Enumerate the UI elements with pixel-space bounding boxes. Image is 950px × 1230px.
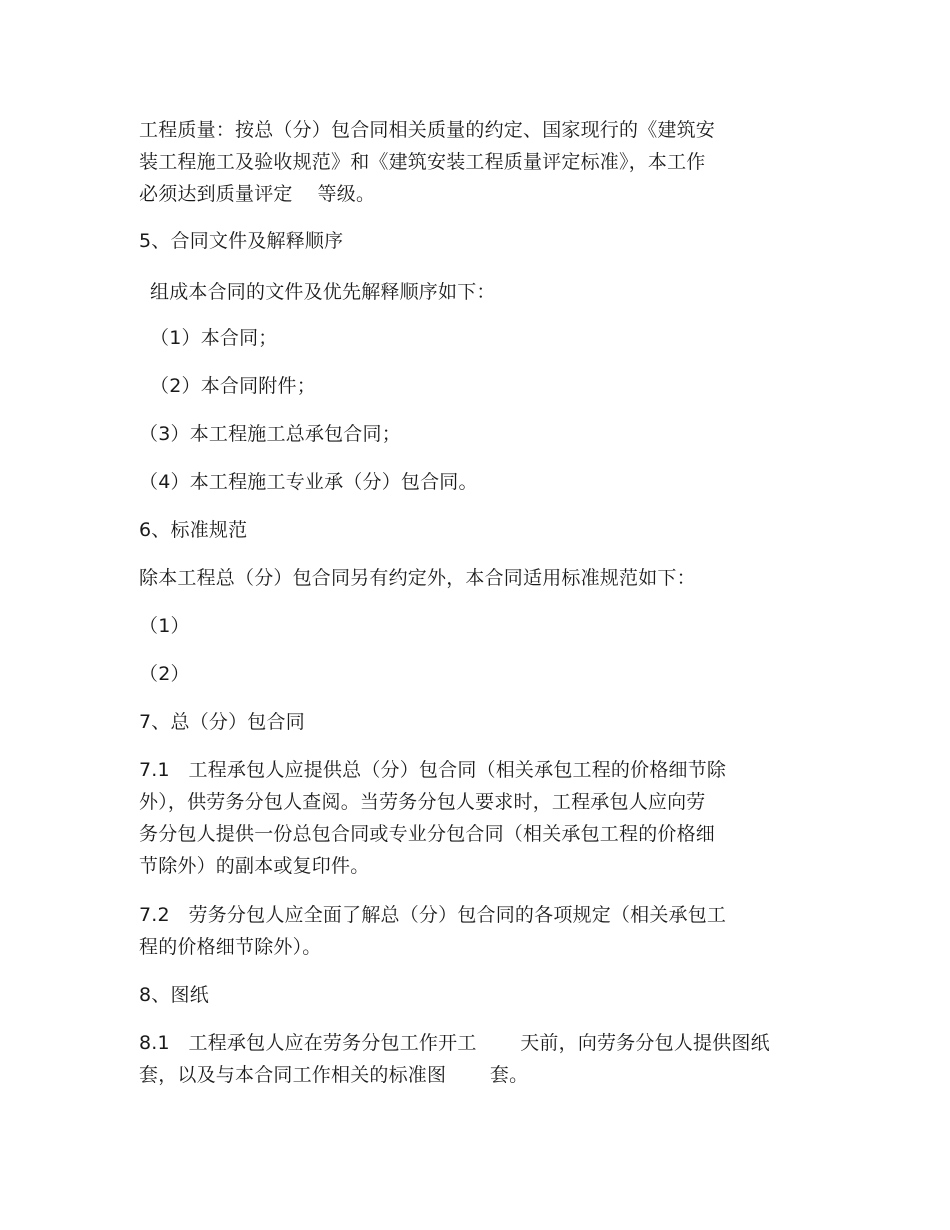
section-6-item-2: （2） [139,663,190,685]
clause-7-2-line-2: 程的价格细节除外）。 [139,936,322,958]
section-5-intro: 组成本合同的文件及优先解释顺序如下： [150,281,496,303]
quality-paragraph-line-2: 装工程施工及验收规范》和《建筑安装工程质量评定标准》，本工作 [139,151,706,173]
quality-paragraph-line-1: 工程质量：按总（分）包合同相关质量的约定、国家现行的《建筑安 [139,119,716,141]
section-5-item-1: （1）本合同； [150,327,278,349]
clause-7-1-line-3: 务分包人提供一份总包合同或专业分包合同（相关承包工程的价格细 [139,823,716,845]
section-6-heading: 6、标准规范 [139,519,248,541]
section-8-heading: 8、图纸 [139,984,209,1006]
section-6-item-1: （1） [139,615,190,637]
section-5-heading: 5、合同文件及解释顺序 [139,230,344,252]
section-5-item-3: （3）本工程施工总承包合同； [139,423,401,445]
quality-paragraph-line-3: 必须达到质量评定 等级。 [139,183,376,205]
clause-7-1-line-2: 外），供劳务分包人查阅。当劳务分包人要求时，工程承包人应向劳 [139,791,706,813]
section-5-item-4: （4）本工程施工专业承（分）包合同。 [139,471,478,493]
section-7-heading: 7、总（分）包合同 [139,711,305,733]
section-5-item-2: （2）本合同附件； [150,375,316,397]
clause-8-1-line-1: 8.1 工程承包人应在劳务分包工作开工 天前，向劳务分包人提供图纸 [139,1032,770,1054]
clause-7-2-line-1: 7.2 劳务分包人应全面了解总（分）包合同的各项规定（相关承包工 [139,904,727,926]
clause-7-1-line-4: 节除外）的副本或复印件。 [139,855,370,877]
clause-7-1-line-1: 7.1 工程承包人应提供总（分）包合同（相关承包工程的价格细节除 [139,759,727,781]
clause-8-1-line-2: 套，以及与本合同工作相关的标准图 套。 [139,1064,529,1086]
section-6-intro: 除本工程总（分）包合同另有约定外，本合同适用标准规范如下： [139,567,696,589]
